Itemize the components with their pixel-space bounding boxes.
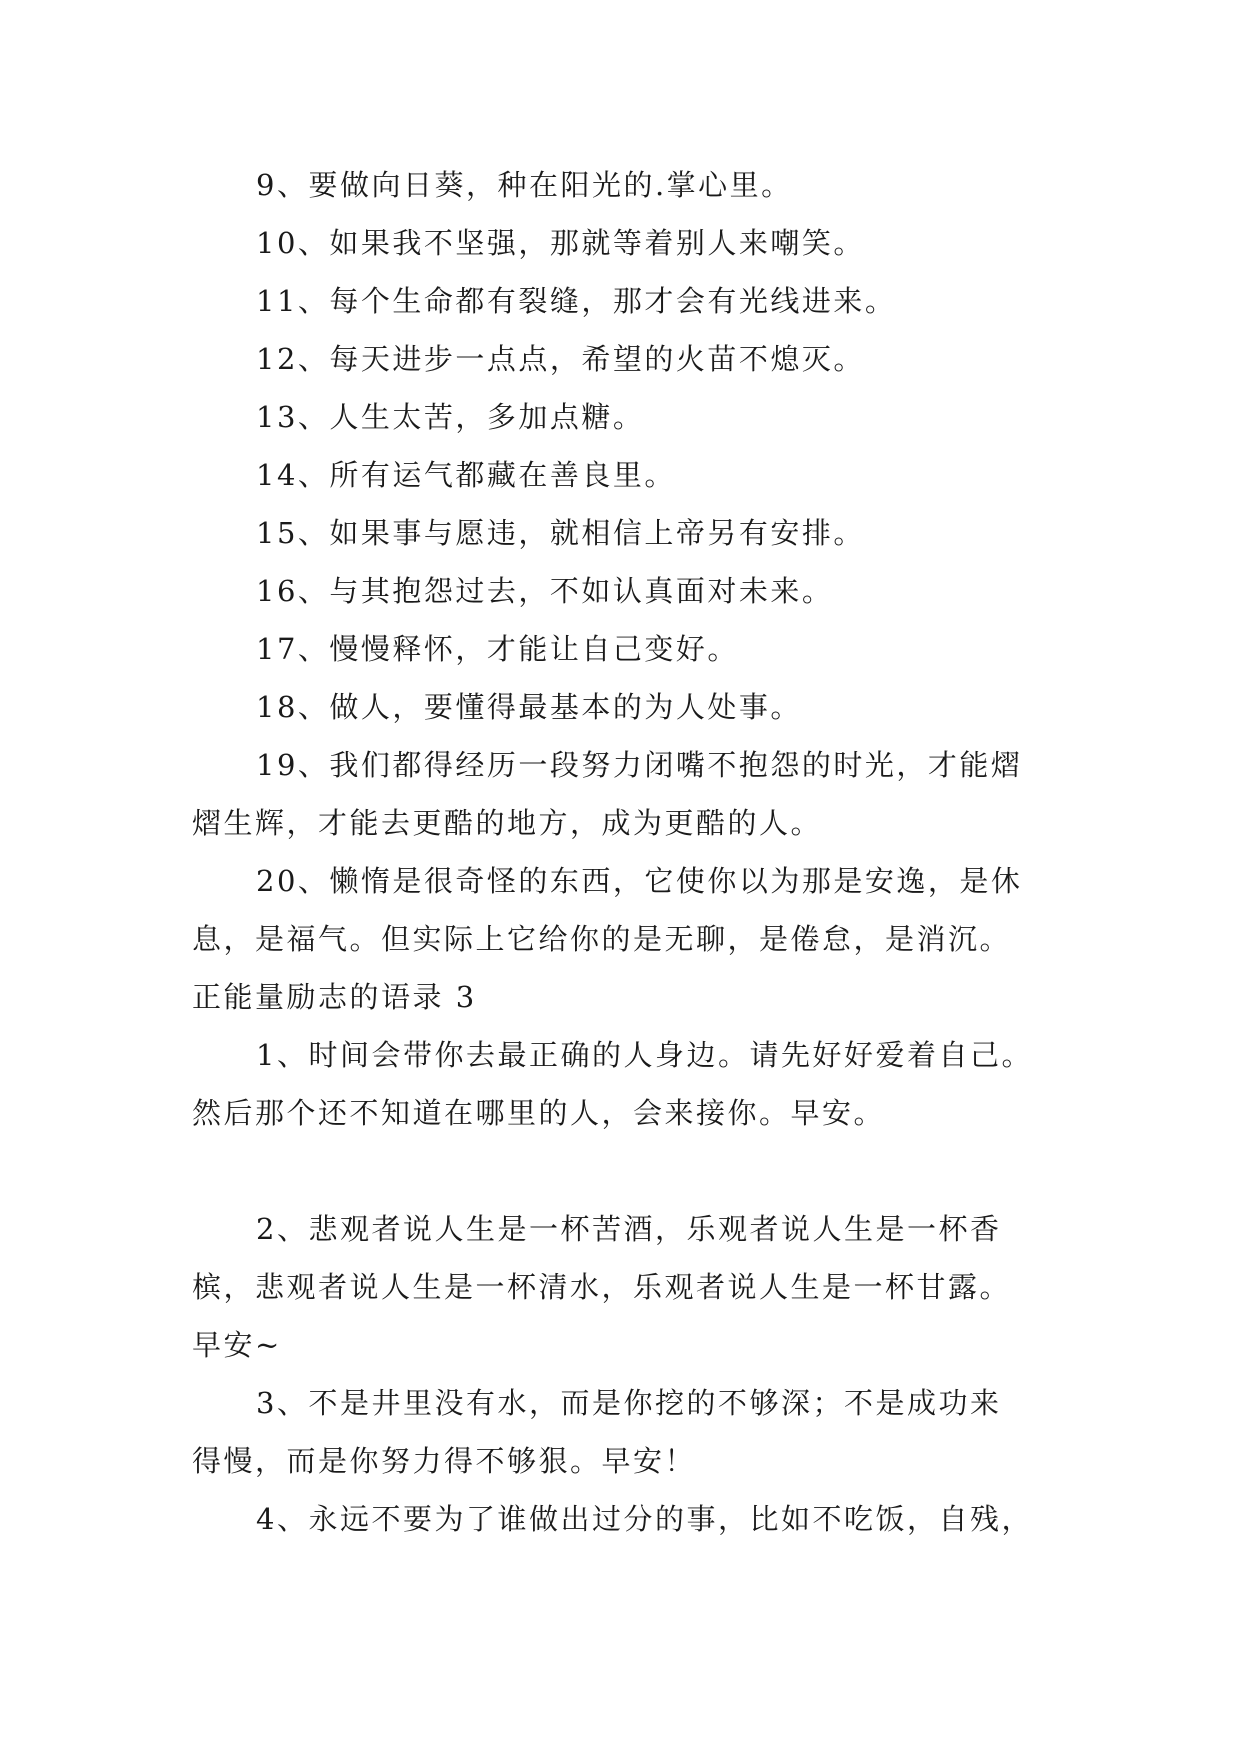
section-heading: 正能量励志的语录 3 bbox=[192, 980, 477, 1014]
list-item-11 bbox=[192, 272, 1072, 330]
line: 15、如果事与愿违，就相信上帝另有安排。 bbox=[256, 516, 865, 550]
line: 14、所有运气都藏在善良里。 bbox=[256, 458, 676, 492]
line: 13、人生太苦，多加点糖。 bbox=[256, 400, 645, 434]
line: 20、懒惰是很奇怪的东西，它使你以为那是安逸，是休 bbox=[256, 864, 1023, 898]
line: 熠生辉，才能去更酷的地方，成为更酷的人。 bbox=[192, 806, 823, 840]
list-item-9 bbox=[192, 156, 1072, 214]
list-item-20 bbox=[192, 852, 1072, 968]
list-item-12 bbox=[192, 330, 1072, 388]
list-item-1 bbox=[192, 1026, 1072, 1142]
line: 16、与其抱怨过去，不如认真面对未来。 bbox=[256, 574, 834, 608]
list-item-3 bbox=[192, 1374, 1072, 1490]
list-item-19 bbox=[192, 736, 1072, 852]
line: 17、慢慢释怀，才能让自己变好。 bbox=[256, 632, 739, 666]
list-item-18 bbox=[192, 678, 1072, 736]
line: 1、时间会带你去最正确的人身边。请先好好爱着自己。 bbox=[256, 1038, 1033, 1072]
document-body bbox=[192, 156, 1072, 1548]
list-item-15 bbox=[192, 504, 1072, 562]
line: 得慢，而是你努力得不够狠。早安！ bbox=[192, 1444, 697, 1478]
line: 3、不是井里没有水，而是你挖的不够深；不是成功来 bbox=[256, 1386, 1002, 1420]
line: 早安~ bbox=[192, 1328, 282, 1362]
line: 10、如果我不坚强，那就等着别人来嘲笑。 bbox=[256, 226, 865, 260]
list-item-4 bbox=[192, 1490, 1072, 1548]
line: 11、每个生命都有裂缝，那才会有光线进来。 bbox=[256, 284, 897, 318]
line: 9、要做向日葵，种在阳光的.掌心里。 bbox=[256, 168, 793, 202]
line: 槟，悲观者说人生是一杯清水，乐观者说人生是一杯甘露。 bbox=[192, 1270, 1012, 1304]
list-item-13 bbox=[192, 388, 1072, 446]
list-item-17 bbox=[192, 620, 1072, 678]
line: 息，是福气。但实际上它给你的是无聊，是倦怠，是消沉。 bbox=[192, 922, 1012, 956]
list-item-10 bbox=[192, 214, 1072, 272]
list-item-16 bbox=[192, 562, 1072, 620]
line: 4、永远不要为了谁做出过分的事，比如不吃饭，自残， bbox=[256, 1502, 1033, 1536]
blank-line bbox=[192, 1142, 1072, 1200]
line: 然后那个还不知道在哪里的人，会来接你。早安。 bbox=[192, 1096, 886, 1130]
line: 12、每天进步一点点，希望的火苗不熄灭。 bbox=[256, 342, 865, 376]
line: 18、做人，要懂得最基本的为人处事。 bbox=[256, 690, 802, 724]
list-item-2 bbox=[192, 1200, 1072, 1374]
line: 19、我们都得经历一段努力闭嘴不抱怨的时光，才能熠 bbox=[256, 748, 1023, 782]
line: 2、悲观者说人生是一杯苦酒，乐观者说人生是一杯香 bbox=[256, 1212, 1002, 1246]
list-item-14 bbox=[192, 446, 1072, 504]
